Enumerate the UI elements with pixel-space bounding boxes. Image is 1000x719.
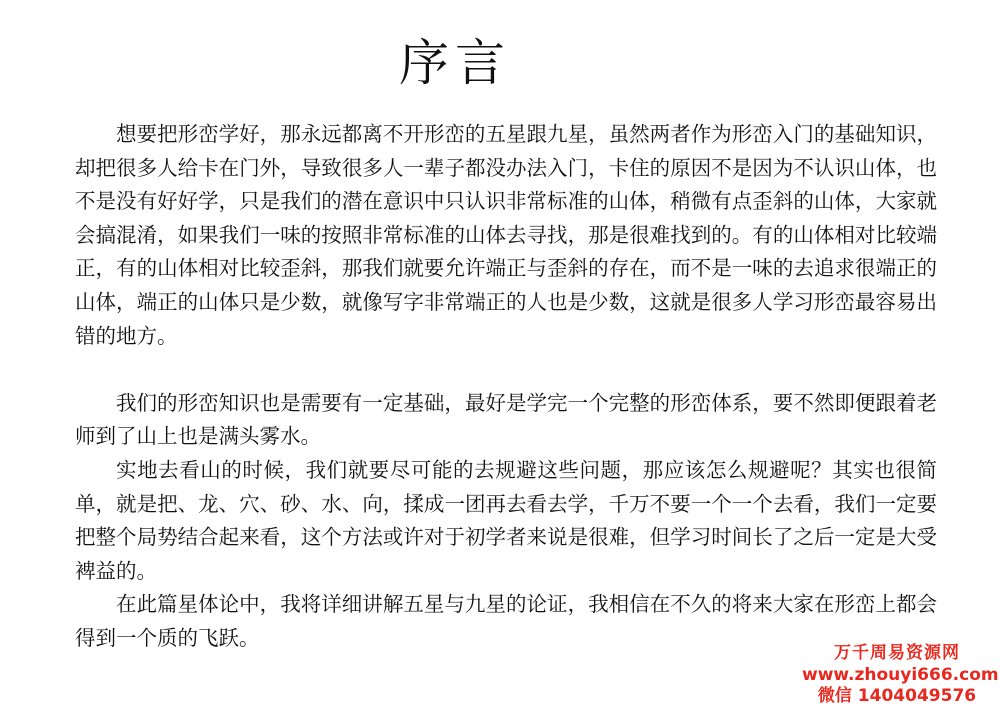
watermark-wechat: 微信 1404049576: [817, 685, 977, 706]
watermark-site-name: 万千周易资源网: [834, 643, 960, 664]
body-text: [75, 118, 937, 656]
watermark-url: www.zhouyi666.com: [802, 664, 999, 685]
page-title: 序言: [399, 34, 511, 92]
paragraph-1: 想要把形峦学好，那永远都离不开形峦的五星跟九星，虽然两者作为形峦入门的基础知识，却把很多人给卡在门外，导致很多人一辈子都没办法入门，卡住的原因不是因为不认识山体，也不是没有好好学，只是我们的潜在意识中只认识非常标准的山体，稍微有点歪斜的山体，大家就会搞混淆，如果我们一味的按照非常标准的山体去寻找，那是很难找到的。有的山体相对比较端正，有的山体相对比较歪斜，那我们就要允许端正与歪斜的存在，而不是一味的去追求很端正的山体，端正的山体只是少数，就像写字非常端正的人也是少数，这就是很多人学习形峦最容易出错的地方。: [75, 122, 937, 348]
paragraph-3: 实地去看山的时候，我们就要尽可能的去规避这些问题，那应该怎么规避呢？其实也很简单，就是把、龙、穴、砂、水、向，揉成一团再去看去学，千万不要一个一个去看，我们一定要把整个局势结合起来看，这个方法或许对于初学者来说是很难，但学习时间长了之后一定是大受裨益的。: [75, 457, 937, 583]
paragraph-4: 在此篇星体论中，我将详细讲解五星与九星的论证，我相信在不久的将来大家在形峦上都会得到一个质的飞跃。: [75, 592, 937, 650]
paragraph-2: 我们的形峦知识也是需要有一定基础，最好是学完一个完整的形峦体系，要不然即便跟着老师到了山上也是满头雾水。: [75, 390, 937, 449]
watermark: [802, 643, 999, 707]
